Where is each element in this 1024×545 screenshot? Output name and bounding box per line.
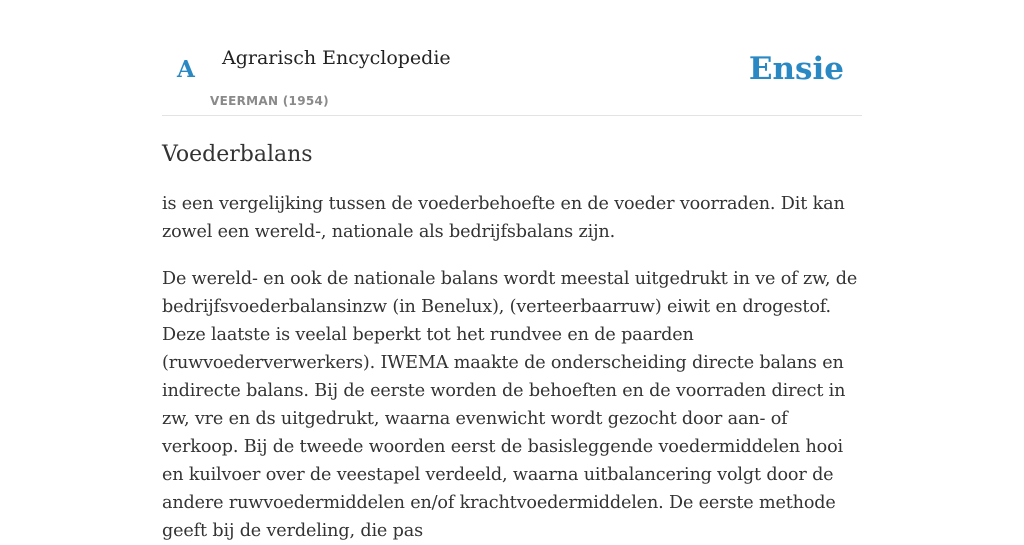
- work-author: VEERMAN (1954): [210, 94, 329, 108]
- brand-logo[interactable]: Ensie: [748, 51, 844, 87]
- article: [162, 138, 862, 545]
- article-paragraph: De wereld- en ook de nationale balans wordt meestal uitgedrukt in ve of zw, de bedrijfsvoederbalansinzw (in Benelux), (verteerbaarruw) eiwit en drogestof. Deze laatste is veelal beperkt tot het rundvee en de paarden (ruwvoederverwerkers). IWEMA maakte de onderscheiding directe balans en indirecte balans. Bij de eerste worden de behoeften en de voorraden direct in zw, vre en ds uitgedrukt, waarna evenwicht wordt gezocht door aan- of verkoop. Bij de tweede woorden eerst de basisleggende voedermiddelen hooi en kuilvoer over de veestapel verdeeld, waarna uitbalancering volgt door de andere ruwvoedermiddelen en/of krachtvoedermiddelen. De eerste methode geeft bij de verdeling, die pas: [162, 269, 858, 541]
- article-paragraph: is een vergelijking tussen de voederbehoefte en de voeder voorraden. Dit kan zowel een wereld-, nationale als bedrijfsbalans zijn.: [162, 194, 845, 242]
- article-title: Voederbalans: [162, 142, 313, 167]
- header: [162, 0, 862, 116]
- letter-index-link[interactable]: A: [177, 56, 195, 83]
- work-title[interactable]: Agrarisch Encyclopedie: [222, 47, 451, 69]
